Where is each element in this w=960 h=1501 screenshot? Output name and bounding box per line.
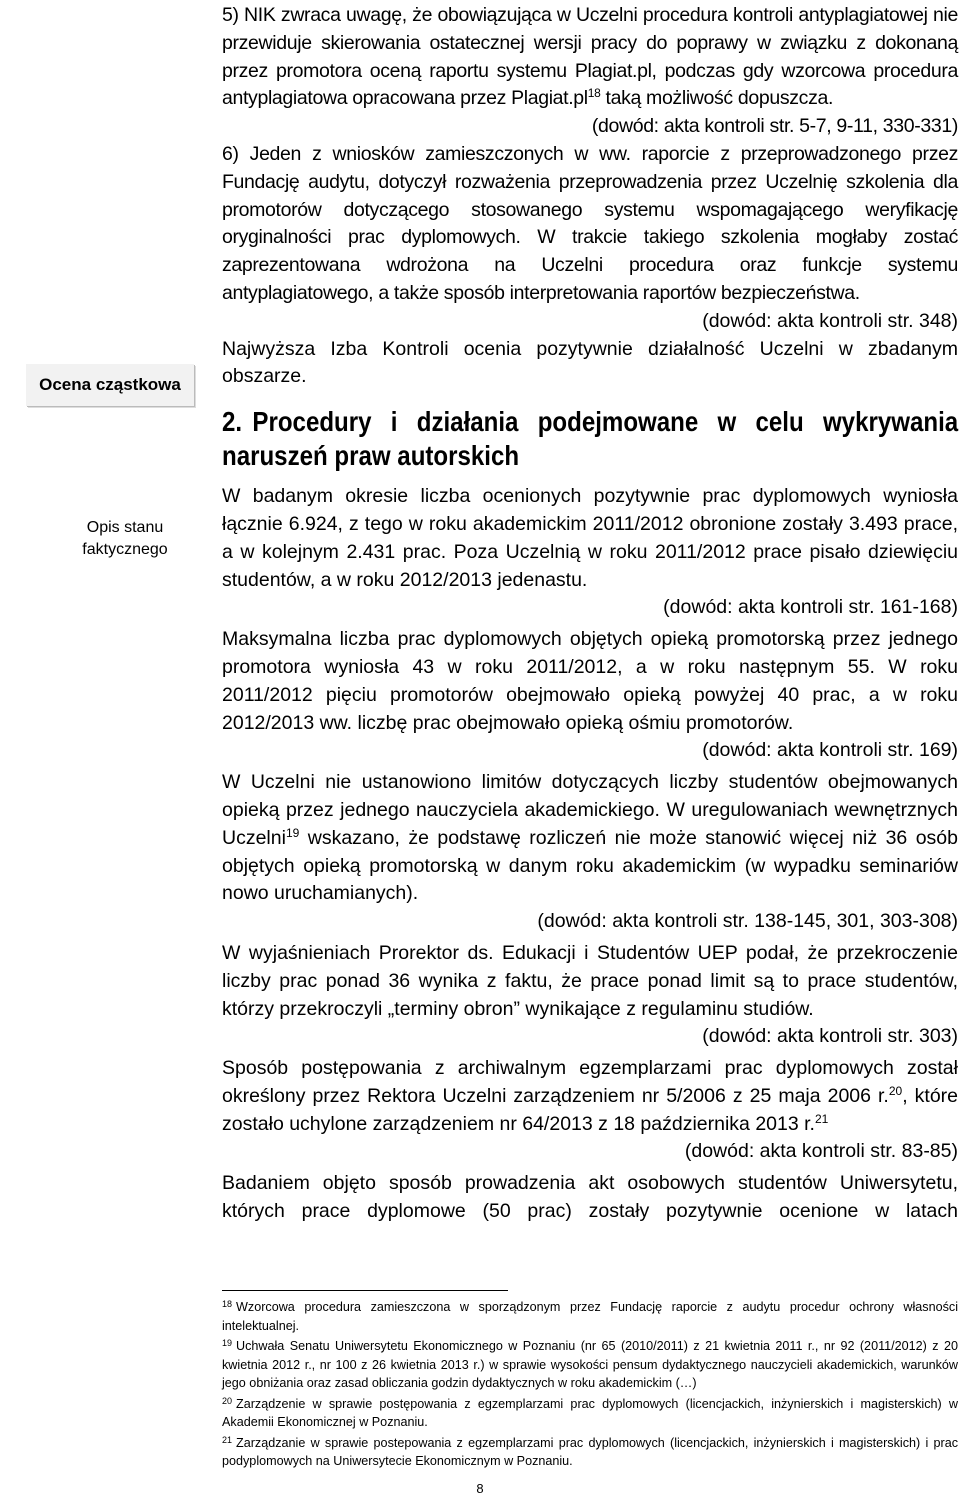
page-number: 8 [476, 1481, 484, 1496]
paragraph: Maksymalna liczba prac dyplomowych objętych opieką promotorską przez jednego promotora wyniosła 43 w roku 2011/2012, a w roku następnym 55. W roku 2011/2012 pięciu promotorów obejmowało opieką powyżej 40 prac, a w roku 2012/2013 ww. liczbę prac obejmowało opieką ośmiu promotorów. [222, 628, 958, 734]
paragraph: Sposób postępowania z archiwalnym egzemplarzami prac dyplomowych został określony przez Rektora Uczelni zarządzeniem nr 5/2006 z 25 maja 2006 r.$^{20}$, które zostało uchylone zarządzeniem nr 64/2013 z 18 października 2013 r.$^{21}$ [222, 1057, 959, 1135]
footnote-18: $^{18}$ Wzorcowa procedura zamieszczona w sporządzonym przez Fundację raporcie z audytu procedur ochrony własności intelektualnej. [222, 1299, 958, 1333]
footnote-20: $^{20}$ Zarządzenie w sprawie postępowania z egzemplarzami prac dyplomowych (licencjackich, inżynierskich i magisterskich) w Akademii Ekonomicznej w Poznaniu. [222, 1395, 958, 1429]
paragraph-item-5: 5) NIK zwraca uwagę, że obowiązująca w Uczelni procedura kontroli antyplagiatowej nie przewiduje skierowania ostatecznej wersji pracy do poprawy w związku z dokonaną przez promotora oceną raportu systemu Plagiat.pl, podczas gdy wzorcowa procedura antyplagiatowa opracowana przez $Plagiat.pl^{18}$ taką możliwość dopuszcza. [222, 4, 958, 110]
paragraph: Badaniem objęto sposób prowadzenia akt osobowych studentów Uniwersytetu, których prace dyplomowe (50 prac) zostały pozytywnie ocenione w latach [222, 1172, 958, 1223]
section-heading: 2. Procedury i działania podejmowane w celu wykrywania naruszeń praw autorskich [222, 406, 959, 472]
evidence-line: (dowód: akta kontroli str. 5-7, 9-11, 330-331) [591, 115, 958, 138]
evidence-line: (dowód: akta kontroli str. 303) [702, 1025, 958, 1048]
footnote-ref-19[interactable]: 19 [285, 825, 300, 840]
footnote-ref-18[interactable]: 18 [587, 86, 601, 101]
footnote-ref-20[interactable]: 20 [888, 1083, 903, 1098]
footnotes [222, 1298, 958, 1473]
evidence-line: (dowód: akta kontroli str. 348) [702, 309, 958, 332]
footnote-separator [222, 1290, 508, 1291]
footnote-ref-21[interactable]: 21 [814, 1111, 829, 1126]
paragraph-item-6: 6) Jeden z wniosków zamieszczonych w ww. raporcie z przeprowadzonego przez Fundację audytu, dotyczył rozważenia przeprowadzenia przez Uczelnię szkolenia dla promotorów dotyczącego stosowanego systemu wspomagającego weryfikację oryginalności prac dyplomowych. W trakcie takiego szkolenia mogłaby zostać zaprezentowana wdrożona na Uczelni procedura oraz funkcje systemu antyplagiatowego, a także sposób interpretowania raportów bezpieczeństwa. [222, 142, 958, 304]
paragraph: W Uczelni nie ustanowiono limitów dotyczących liczby studentów obejmowanych opieką przez jednego nauczyciela akademickiego. W uregulowaniach wewnętrznych Uczelni$^{19}$ wskazano, że podstawę rozliczeń nie może stanowić więcej niż 36 osób objętych opieką promotorską w danym roku akademickim (w wypadku seminariów nowo uruchamianych). [222, 771, 958, 905]
evidence-line: (dowód: akta kontroli str. 161-168) [663, 596, 958, 619]
footnote-21: $^{21}$ Zarządzanie w sprawie postepowania z egzemplarzami prac dyplomowych (licencjackich, inżynierskich i magisterskich) i prac podyplomowych na Uniwersytecie Ekonomicznym w Poznaniu. [222, 1434, 958, 1468]
evidence-line: (dowód: akta kontroli str. 83-85) [684, 1140, 958, 1163]
margin-label-facts: Opis stanu faktycznego [82, 519, 168, 558]
assessment-paragraph: Najwyższa Izba Kontroli ocenia pozytywnie działalność Uczelni w zbadanym obszarze. [222, 337, 958, 388]
main-column [222, 2, 958, 1226]
footnote-19: $^{19}$ Uchwała Senatu Uniwersytetu Ekonomicznego w Poznaniu (nr 65 (2010/2011) z 21 kwietnia 2011 r., nr 92 (2011/2012) z 20 kwietnia 2012 r., nr 100 z 26 kwietnia 2013 r.) w sprawie wysokości pensum dydaktycznego nauczycieli akademickich, warunków jego obniżania oraz zasad obliczania godzin dydaktycznych w roku akademickim (…) [222, 1338, 958, 1390]
paragraph: W badanym okresie liczba ocenionych pozytywnie prac dyplomowych wyniosła łącznie 6.924, z tego w roku akademickim 2011/2012 obronione zostały 3.493 prace, a w kolejnym 2.431 prac. Poza Uczelnią w roku 2011/2012 prace pisało dziewięciu studentów, a w roku 2012/2013 jedenastu. [222, 485, 958, 591]
margin-label-assessment: Ocena cząstkowa [26, 364, 194, 406]
evidence-line: (dowód: akta kontroli str. 138-145, 301, 303-308) [537, 910, 958, 933]
evidence-line: (dowód: akta kontroli str. 169) [702, 739, 958, 762]
paragraph: W wyjaśnieniach Prorektor ds. Edukacji i Studentów UEP podał, że przekroczenie liczby prac ponad 36 wynika z faktu, że prace ponad limit są to prace studentów, którzy przekroczyli „terminy obron” wynikające z regulaminu studiów. [222, 941, 958, 1020]
